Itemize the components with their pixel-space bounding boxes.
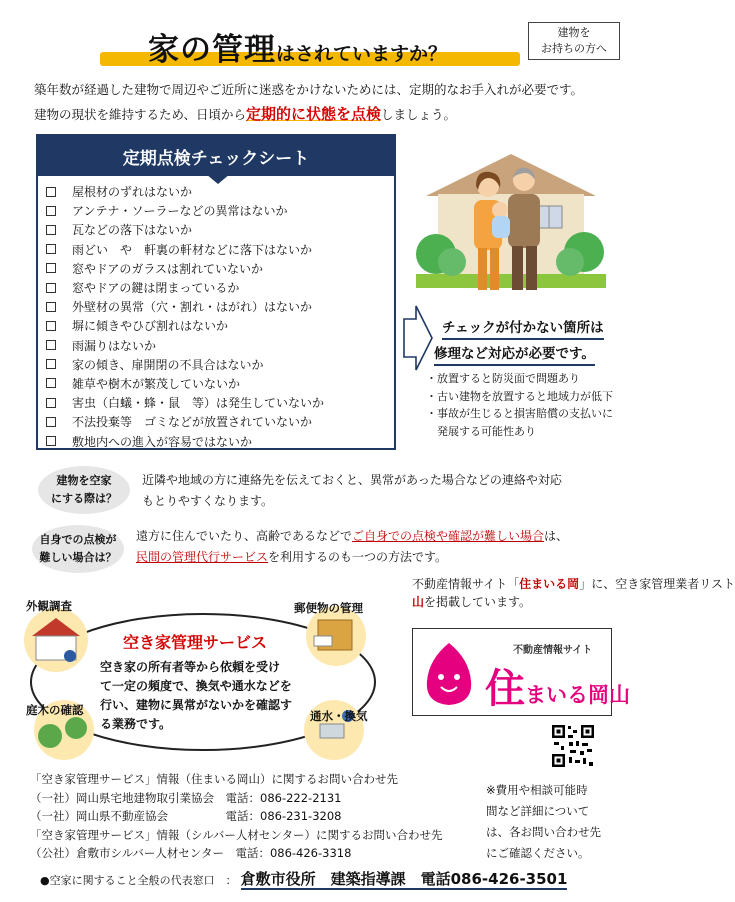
check-item[interactable] xyxy=(46,412,324,431)
site-info-line2 xyxy=(412,593,735,611)
contact-line: （一社）岡山県不動産協会 電話：086-231-3208 xyxy=(30,809,342,824)
checkbox[interactable] xyxy=(46,436,56,446)
checkbox[interactable] xyxy=(46,302,56,312)
a2-line2-emphasis: 民間の管理代行サービス xyxy=(136,550,269,564)
label-mail: 郵便物の管理 xyxy=(294,601,363,615)
right-arrow-icon xyxy=(403,305,433,371)
risk-bullet: 発展する可能性あり xyxy=(426,424,536,438)
check-item-label: 外壁材の異常（穴・割れ・はがれ）はないか xyxy=(72,300,313,315)
question-bubble-self-check xyxy=(32,525,124,573)
question-bubble-vacant xyxy=(38,466,130,514)
site-name-cont[interactable]: 山 xyxy=(412,595,425,609)
intro-line1: 築年数が経過した建物で周辺やご近所に迷惑をかけないためには、定期的なお手入れが必要です。 xyxy=(34,82,584,97)
check-item[interactable] xyxy=(46,278,324,297)
logo-big-rest: まいる岡山 xyxy=(525,683,630,707)
service-desc-line: 空き家の所有者等から依頼を受け xyxy=(100,660,281,674)
q1-line2: にする際は？ xyxy=(51,492,117,505)
check-item-label: 雨どい や 軒裏の軒材などに落下はないか xyxy=(72,242,313,257)
risk-bullets xyxy=(426,370,613,440)
label-garden: 庭木の確認 xyxy=(26,703,84,717)
site-text-suffix2: を掲載しています。 xyxy=(424,595,532,609)
service-title: 空き家管理サービス xyxy=(123,633,268,652)
check-item-label: 屋根材のずれはないか xyxy=(72,185,193,200)
checkbox[interactable] xyxy=(46,244,56,254)
check-item[interactable] xyxy=(46,393,324,412)
sumairu-okayama-logo[interactable] xyxy=(412,628,630,716)
checksheet-list xyxy=(46,182,324,451)
check-item[interactable] xyxy=(46,201,324,220)
label-exterior: 外観調査 xyxy=(26,599,72,613)
contact-line: （一社）岡山県宅地建物取引業協会 電話：086-222-2131 xyxy=(30,790,342,805)
q2-line2: 難しい場合は？ xyxy=(39,551,117,564)
check-item-label: 塀に傾きやひび割れはないか xyxy=(72,319,229,334)
risk-bullet: ・古い建物を放置すると地域力が低下 xyxy=(426,389,613,403)
footer-office: 倉敷市役所 建築指導課 電話086-426-3501 xyxy=(240,870,568,888)
check-item[interactable] xyxy=(46,431,324,450)
logo-small-text: 不動産情報サイト xyxy=(513,645,593,656)
footnote-line: は、各お問い合わせ先 xyxy=(486,825,601,839)
check-item[interactable] xyxy=(46,355,324,374)
checksheet xyxy=(36,134,396,450)
checkbox[interactable] xyxy=(46,359,56,369)
checkbox[interactable] xyxy=(46,321,56,331)
need-line1: チェックが付かない箇所は xyxy=(442,316,604,340)
a2-line1 xyxy=(136,526,568,547)
checkbox[interactable] xyxy=(46,206,56,216)
service-description xyxy=(100,658,292,734)
label-water: 通水・換気 xyxy=(310,709,368,723)
a2-line2 xyxy=(136,547,568,568)
intro-line2-suffix: しましょう。 xyxy=(381,107,457,122)
a2-line2-suffix: を利用するのも一つの方法です。 xyxy=(268,550,448,564)
check-item-label: 窓やドアのガラスは割れていないか xyxy=(72,261,264,276)
checkbox[interactable] xyxy=(46,283,56,293)
check-item[interactable] xyxy=(46,259,324,278)
contact-line: 「空き家管理サービス」情報（住まいる岡山）に関するお問い合わせ先 xyxy=(30,772,398,786)
checkbox[interactable] xyxy=(46,398,56,408)
check-item[interactable] xyxy=(46,374,324,393)
check-item-label: 雨漏りはないか xyxy=(72,338,157,353)
title-block xyxy=(100,22,520,68)
check-item-label: 敷地内への進入が容易ではないか xyxy=(72,434,253,449)
title-sub: はされていますか？ xyxy=(276,43,448,65)
qr-code-icon[interactable] xyxy=(551,724,595,768)
service-desc-line: て一定の頻度で、換気や通水などを xyxy=(100,679,292,693)
logo-big-char: 住 xyxy=(485,666,525,712)
check-item-label: 雑草や樹木が繁茂していないか xyxy=(72,376,241,391)
checkbox[interactable] xyxy=(46,225,56,235)
check-item[interactable] xyxy=(46,182,324,201)
check-item[interactable] xyxy=(46,336,324,355)
page-title xyxy=(148,24,447,69)
intro-line2-prefix: 建物の現状を維持するため、日頃から xyxy=(34,107,247,122)
check-item-label: 害虫（白蟻・蜂・鼠 等）は発生していないか xyxy=(72,396,325,411)
a2-line1-emphasis: ご自身での点検や確認が難しい場合 xyxy=(352,529,545,543)
site-text-suffix: 」に、空き家管理業者リスト xyxy=(579,577,735,591)
footer-label: ●空家に関すること全般の代表窓口 ： xyxy=(40,874,237,887)
intro-line2 xyxy=(34,103,456,124)
check-item-label: 瓦などの落下はないか xyxy=(72,223,193,238)
service-desc-line: 行い、建物に異常がないかを確認す xyxy=(100,698,293,712)
a2-line1-suffix: は、 xyxy=(544,529,569,543)
footnote-line: にご確認ください。 xyxy=(486,846,590,860)
footnote-line: 間など詳細について xyxy=(486,804,590,818)
risk-bullet: ・放置すると防災面で問題あり xyxy=(426,372,580,385)
a1-line1: 近隣や地域の方に連絡先を伝えておくと、異常があった場合などの連絡や対応 xyxy=(142,473,562,487)
answer-vacant xyxy=(142,470,562,512)
owner-badge xyxy=(528,22,620,60)
checksheet-header xyxy=(38,136,394,176)
contact-line: （公社）倉敷市シルバー人材センター 電話：086-426-3318 xyxy=(30,846,352,861)
family-house-illustration xyxy=(416,148,606,298)
vacant-house-service-diagram xyxy=(18,590,388,760)
title-main: 家の管理 xyxy=(148,32,276,68)
check-item-label: 家の傾き、扉開閉の不具合はないか xyxy=(72,357,264,372)
footer-contact xyxy=(40,868,567,889)
checkbox[interactable] xyxy=(46,378,56,388)
check-item-label: 不法投棄等 ゴミなどが放置されていないか xyxy=(72,415,313,430)
site-info xyxy=(412,575,735,611)
check-item[interactable] xyxy=(46,220,324,239)
site-info-line1 xyxy=(412,575,735,593)
mascot-icon xyxy=(419,639,479,709)
checkbox[interactable] xyxy=(46,187,56,197)
check-item-label: 窓やドアの鍵は閉まっているか xyxy=(72,281,240,296)
footnote xyxy=(486,780,601,864)
checkbox[interactable] xyxy=(46,417,56,427)
check-item[interactable] xyxy=(46,297,324,316)
checkbox[interactable] xyxy=(46,340,56,350)
a2-line1-prefix: 遠方に住んでいたり、高齢であるなどで xyxy=(136,529,353,543)
checkbox[interactable] xyxy=(46,263,56,273)
site-name[interactable]: 住まいる岡 xyxy=(519,577,580,591)
site-text-prefix: 不動産情報サイト「 xyxy=(412,577,520,591)
owner-badge-line1: 建物を xyxy=(557,26,591,39)
risk-bullet: ・事故が生じると損害賠償の支払いに xyxy=(426,407,613,420)
q1-line1: 建物を空家 xyxy=(56,474,112,487)
check-item-label: アンテナ・ソーラーなどの異常はないか xyxy=(72,204,288,219)
checksheet-title: 定期点検チェックシート xyxy=(122,149,310,169)
owner-badge-line2: お持ちの方へ xyxy=(541,42,607,55)
contact-list xyxy=(30,770,442,863)
intro-emphasis: 定期的に状態を点検 xyxy=(246,105,382,123)
check-item[interactable] xyxy=(46,240,324,259)
a1-line2: もとりやすくなります。 xyxy=(142,494,274,508)
logo-text xyxy=(485,657,630,714)
q2-line1: 自身での点検が xyxy=(39,533,117,546)
footnote-line: ※費用や相談可能時 xyxy=(486,783,588,797)
contact-line: 「空き家管理サービス」情報（シルバー人材センター）に関するお問い合わせ先 xyxy=(30,827,443,842)
need-line2: 修理など対応が必要です。 xyxy=(434,342,595,366)
check-item[interactable] xyxy=(46,316,324,335)
answer-self-check xyxy=(136,526,568,568)
service-desc-line: る業務です。 xyxy=(100,717,172,731)
